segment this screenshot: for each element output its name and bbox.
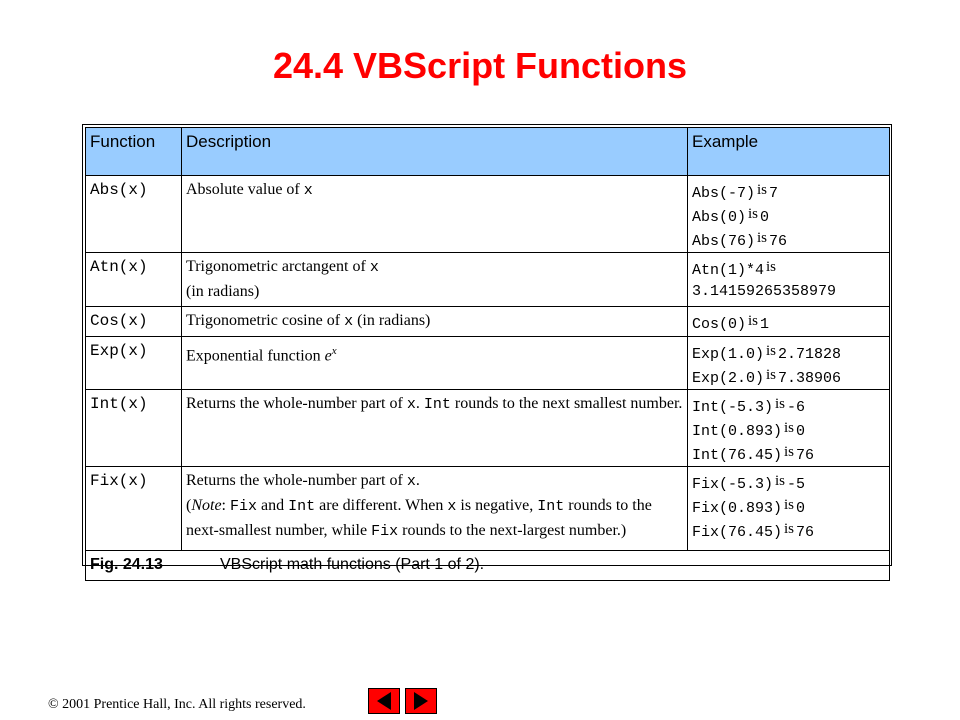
copyright-footer: © 2001 Prentice Hall, Inc. All rights reserved. [48,697,306,712]
superscript: x [331,345,337,357]
header-function: Function [86,128,182,176]
example-code: Exp(1.0) [692,346,765,363]
example-is: is [757,182,768,198]
previous-slide-button[interactable] [368,688,400,714]
example-code: Abs(0) [692,209,747,226]
functions-table [85,127,890,581]
example-code: Int(0.893) [692,423,783,440]
table-row [86,390,890,467]
example-code: Fix(76.45) [692,524,783,541]
function-name: Int(x) [86,390,182,467]
function-name: Atn(x) [86,253,182,307]
function-examples [688,176,890,253]
description-text: Exponential function [186,347,325,365]
functions-table-frame [82,124,892,573]
example-is: is [784,521,795,537]
function-examples [688,467,890,551]
italic-term: Note [191,497,222,514]
example-result: 1 [760,316,770,333]
example-is: is [775,473,786,489]
example-line [692,309,885,333]
example-code: Fix(-5.3) [692,476,774,493]
next-slide-button[interactable] [405,688,437,714]
function-examples [688,390,890,467]
table-row [86,337,890,390]
function-description [182,176,688,253]
example-line [692,255,885,279]
description-text: rounds to the next-largest number.) [398,522,627,539]
example-code: Atn(1)*4 [692,262,765,279]
description-text: . [415,472,420,489]
example-result: 76 [796,447,815,464]
example-result: -5 [787,476,806,493]
code-term: Int [423,396,451,413]
example-result: 76 [796,524,815,541]
example-result: 2.71828 [778,346,842,363]
example-code: Fix(0.893) [692,500,783,517]
example-result: 7 [769,185,779,202]
description-text: ( [186,497,192,514]
description-text: Trigonometric cosine of [186,312,345,329]
example-code: Int(-5.3) [692,399,774,416]
function-examples [688,307,890,337]
function-description [182,337,688,390]
function-description [182,467,688,551]
example-code: Cos(0) [692,316,747,333]
example-is: is [775,396,786,412]
code-term: x [406,396,416,413]
arrow-left-icon [369,689,399,713]
table-row [86,307,890,337]
function-name: Cos(x) [86,307,182,337]
table-row [86,253,890,307]
example-line [692,493,885,517]
description-text: : [221,497,230,514]
example-line [692,339,885,363]
example-line [692,469,885,493]
example-line [692,392,885,416]
function-name: Fix(x) [86,467,182,551]
example-line [692,226,885,250]
example-code: Abs(-7) [692,185,756,202]
example-is: is [784,420,795,436]
example-result: 7.38906 [778,370,842,387]
function-examples [688,337,890,390]
description-text: Absolute value of [186,181,304,198]
example-line [692,517,885,541]
example-line [692,416,885,440]
description-text: are different. When [315,497,448,514]
example-is: is [784,497,795,513]
function-description [182,307,688,337]
example-code: Abs(76) [692,233,756,250]
example-line [692,279,885,303]
example-code: Int(76.45) [692,447,783,464]
example-is: is [748,206,759,222]
caption-label: Fig. 24.13 [90,556,163,573]
example-is: is [766,259,777,275]
example-result: 76 [769,233,788,250]
description-text: (in radians) [186,283,260,300]
code-term: x [344,313,354,330]
table-header-row [86,128,890,176]
description-text: rounds to the next smallest number. [450,395,683,412]
description-text: is negative, [456,497,538,514]
example-code: Exp(2.0) [692,370,765,387]
header-example: Example [688,128,890,176]
function-description [182,390,688,467]
code-term: x [406,473,416,490]
caption-row [86,551,890,581]
description-text: . [415,395,424,412]
italic-term: e [324,347,332,365]
description-text: Returns the whole-number part of [186,395,407,412]
example-line [692,440,885,464]
example-is: is [757,230,768,246]
example-is: is [766,343,777,359]
example-result: 3.14159265358979 [692,283,837,300]
example-line [692,363,885,387]
example-is: is [784,444,795,460]
arrow-right-icon [406,689,436,713]
slide-title: 24.4 VBScript Functions [272,45,688,86]
description-text: (in radians) [353,312,431,329]
description-text: rounds to the next-smallest number, while [186,497,652,539]
code-term: Int [288,498,316,515]
example-is: is [748,313,759,329]
example-result: 0 [760,209,770,226]
description-text: Returns the whole-number part of [186,472,407,489]
example-result: -6 [787,399,806,416]
table-row [86,467,890,551]
example-is: is [766,367,777,383]
description-text: Trigonometric arctangent of [186,258,370,275]
code-term: x [303,182,313,199]
code-term: Fix [371,523,399,540]
code-term: Fix [230,498,258,515]
function-examples [688,253,890,307]
figure-caption [86,551,890,581]
code-term: x [447,498,457,515]
header-description: Description [182,128,688,176]
table-row [86,176,890,253]
caption-text: VBScript math functions (Part 1 of 2). [220,556,485,573]
function-description [182,253,688,307]
example-line [692,202,885,226]
code-term: x [369,259,379,276]
description-text: and [257,497,289,514]
example-result: 0 [796,500,806,517]
example-result: 0 [796,423,806,440]
code-term: Int [537,498,565,515]
function-name: Exp(x) [86,337,182,390]
function-name: Abs(x) [86,176,182,253]
example-line [692,178,885,202]
